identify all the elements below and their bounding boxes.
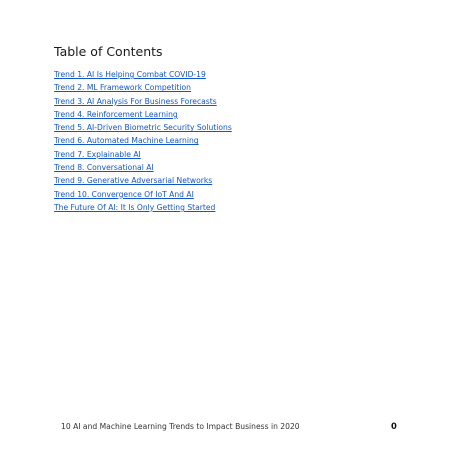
toc-item-trend-6 — [54, 134, 232, 147]
toc-title: Table of Contents — [54, 44, 163, 59]
toc-link-trend-1[interactable]: Trend 1. AI Is Helping Combat COVID-19 — [54, 70, 206, 79]
toc-link-trend-8[interactable]: Trend 8. Conversational AI — [54, 163, 154, 173]
toc-item-trend-7 — [54, 148, 232, 161]
toc-item-trend-2 — [54, 81, 232, 94]
toc-link-trend-10[interactable]: Trend 10. Convergence Of IoT And AI — [54, 189, 194, 199]
toc-list — [54, 68, 232, 214]
footer-document-title: 10 AI and Machine Learning Trends to Impact Business in 2020 — [61, 422, 300, 431]
toc-link-trend-6[interactable]: Trend 6. Automated Machine Learning — [54, 136, 199, 146]
toc-link-trend-7[interactable]: Trend 7. Explainable AI — [54, 149, 141, 159]
toc-link-trend-4[interactable]: Trend 4. Reinforcement Learning — [54, 109, 178, 119]
toc-item-trend-8 — [54, 161, 232, 174]
toc-link-future[interactable]: The Future Of AI: It Is Only Getting Started — [54, 202, 216, 212]
toc-item-trend-9 — [54, 174, 232, 187]
toc-item-trend-5 — [54, 121, 232, 134]
toc-item-trend-3 — [54, 95, 232, 108]
toc-item-trend-10 — [54, 188, 232, 201]
toc-link-trend-5[interactable]: Trend 5. AI-Driven Biometric Security Solutions — [54, 123, 232, 133]
toc-link-trend-3[interactable]: Trend 3. AI Analysis For Business Forecasts — [54, 96, 217, 106]
toc-item-future — [54, 201, 232, 214]
toc-item-trend-4 — [54, 108, 232, 121]
toc-item-trend-1 — [54, 68, 232, 81]
page-number: 0 — [391, 421, 397, 431]
toc-link-trend-9[interactable]: Trend 9. Generative Adversarial Networks — [54, 176, 213, 186]
toc-link-trend-2[interactable]: Trend 2. ML Framework Competition — [54, 83, 191, 93]
